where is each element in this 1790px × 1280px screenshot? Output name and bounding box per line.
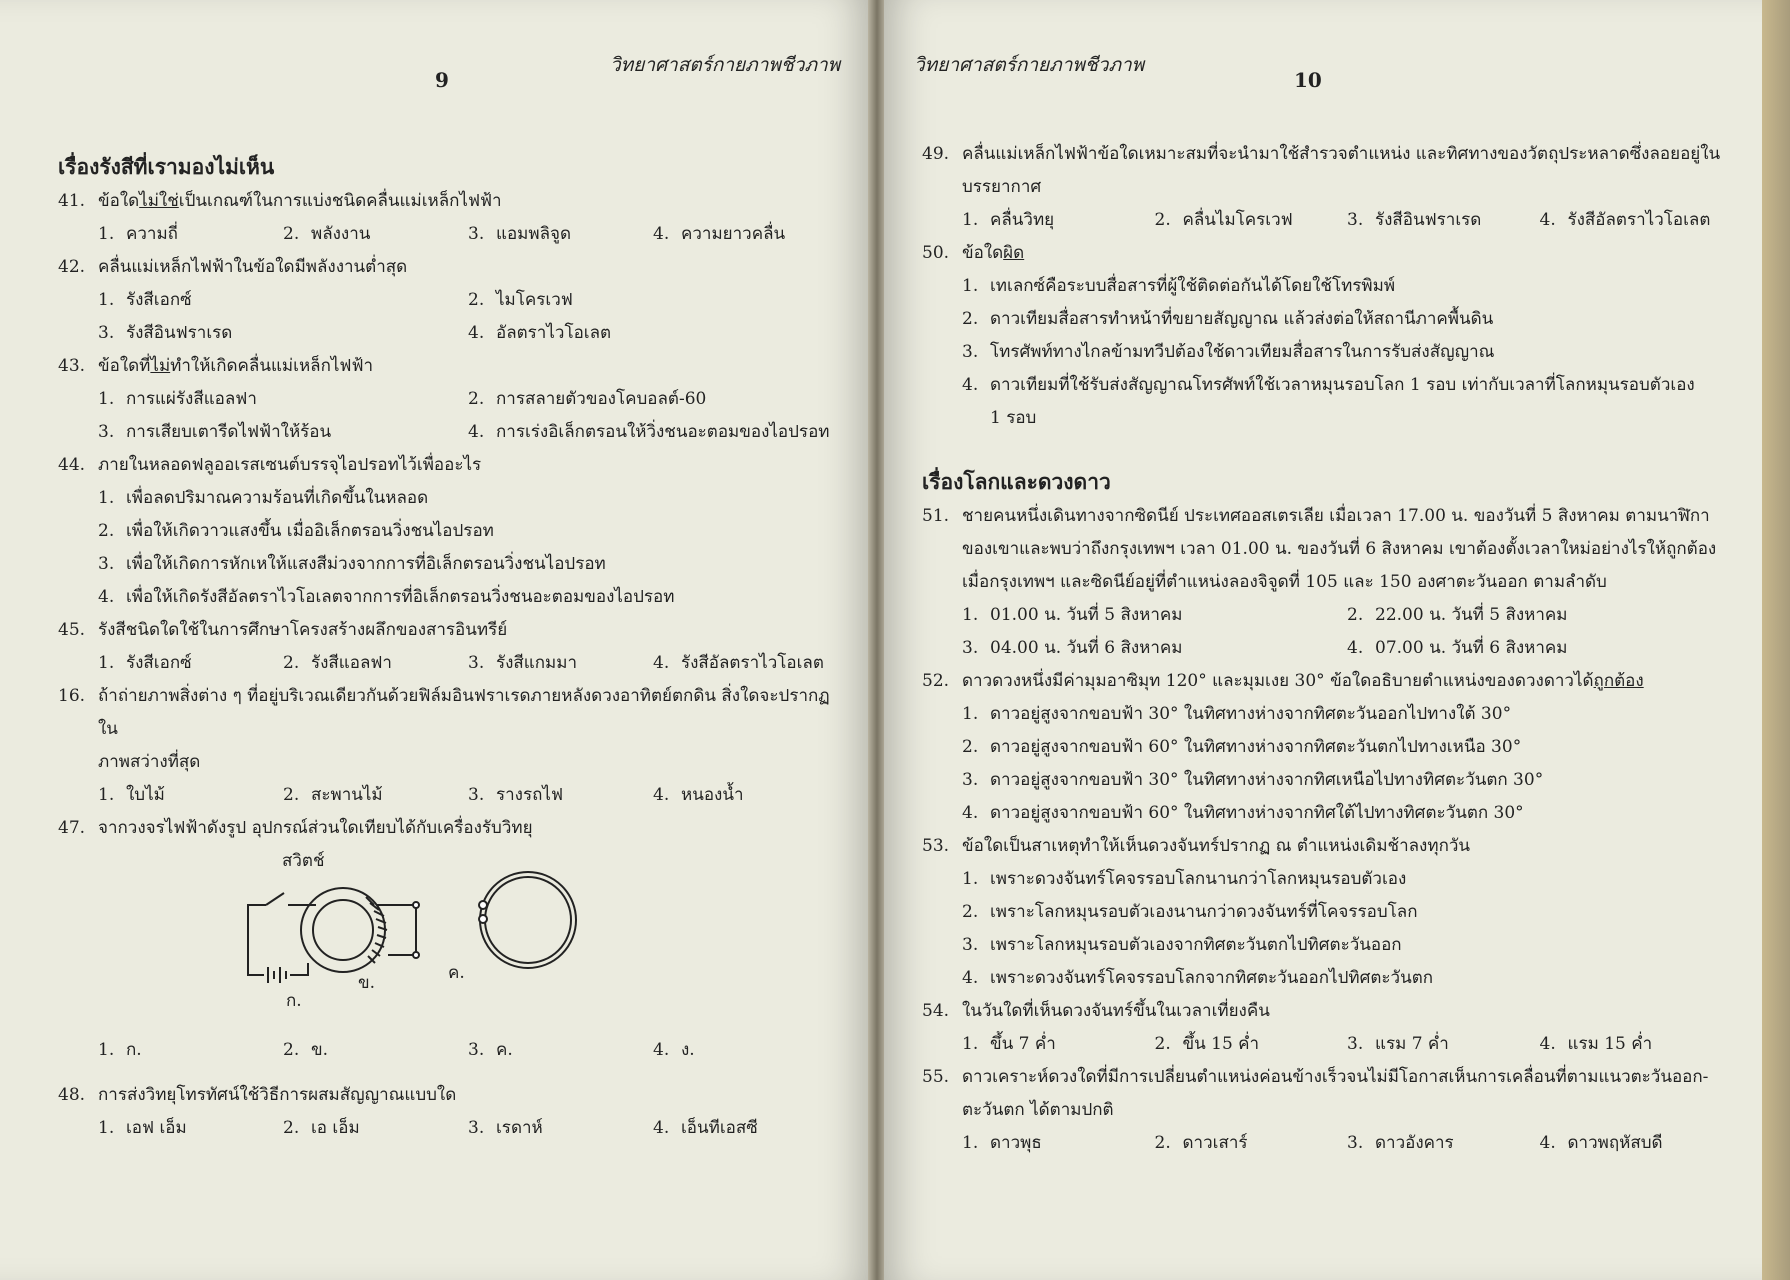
option: 4. หนองน้ำ: [653, 785, 744, 805]
question-number: 45.: [58, 620, 86, 640]
option: 3. ดาวอังคาร: [1347, 1133, 1454, 1153]
options: [58, 284, 838, 350]
circuit-diagram: [198, 845, 618, 1020]
option: 4. เอ็นทีเอสซี: [653, 1118, 758, 1138]
option: 1. ขึ้น 7 ค่ำ: [962, 1034, 1056, 1054]
option: 4. รังสีอัลตราไวโอเลต: [1539, 210, 1711, 230]
question-number: 44.: [58, 455, 86, 475]
option: 1. เพื่อลดปริมาณความร้อนที่เกิดขึ้นในหลอด: [98, 488, 429, 508]
question-text: คลื่นแม่เหล็กไฟฟ้าข้อใดเหมาะสมที่จะนำมาใช้สำรวจตำแหน่ง และทิศทางของวัตถุประหลาดซึ่งลอยอยู่ใน: [962, 144, 1721, 164]
option: 1. ใบไม้: [98, 785, 165, 805]
question-text: ข้อใดที่ไม่ทำให้เกิดคลื่นแม่เหล็กไฟฟ้า: [98, 356, 374, 376]
section-title: เรื่องโลกและดวงดาว: [922, 469, 1111, 494]
option: 3. 04.00 น. วันที่ 6 สิงหาคม: [962, 638, 1183, 658]
options: [922, 270, 1732, 402]
option: 4. ง.: [653, 1040, 695, 1060]
options: [922, 1127, 1732, 1160]
question-48: [58, 1079, 838, 1112]
question-text: รังสีชนิดใดใช้ในการศึกษาโครงสร้างผลึกของสารอินทรีย์: [98, 620, 508, 640]
option: 1. คลื่นวิทยุ: [962, 210, 1055, 230]
page-number: 10: [1294, 68, 1322, 92]
question-43: [58, 350, 838, 383]
option: 2. ไมโครเวฟ: [468, 290, 573, 310]
options: [922, 204, 1732, 237]
option: 2. ดาวอยู่สูงจากขอบฟ้า 60° ในทิศทางห่างจากทิศตะวันตกไปทางเหนือ 30°: [962, 737, 1522, 757]
option: 3. เพราะโลกหมุนรอบตัวเองจากทิศตะวันตกไปทิศตะวันออก: [962, 935, 1402, 955]
option: 4. รังสีอัลตราไวโอเลต: [653, 653, 824, 673]
option: 2. ขึ้น 15 ค่ำ: [1154, 1034, 1260, 1054]
question-number: 52.: [922, 671, 950, 691]
left-page: [0, 0, 870, 1280]
question-text: ดาวเคราะห์ดวงใดที่มีการเปลี่ยนตำแหน่งค่อนข้างเร็วจนไม่มีโอกาสเห็นการเคลื่อนที่ตามแนวตะวันออก-: [962, 1067, 1709, 1087]
option: 3. รางรถไฟ: [468, 785, 563, 805]
option: 3. เพื่อให้เกิดการหักเหให้แสงสีม่วงจากการที่อิเล็กตรอนวิ่งชนไอปรอท: [98, 554, 606, 574]
option: 2. รังสีแอลฟา: [283, 653, 392, 673]
question-text: ถ้าถ่ายภาพสิ่งต่าง ๆ ที่อยู่บริเวณเดียวกันด้วยฟิล์มอินฟราเรดภายหลังดวงอาทิตย์ตกดิน สิ่งใดจะปรากฏใน: [98, 686, 830, 739]
question-47: [58, 812, 838, 845]
question-number: 42.: [58, 257, 86, 277]
question-number: 48.: [58, 1085, 86, 1105]
options: [58, 1112, 838, 1145]
section-title: เรื่องรังสีที่เรามองไม่เห็น: [58, 154, 275, 179]
option: 3. แอมพลิจูด: [468, 224, 571, 244]
option: 4. ดาวเทียมที่ใช้รับส่งสัญญาณโทรศัพท์ใช้เวลาหมุนรอบโลก 1 รอบ เท่ากับเวลาที่โลกหมุนรอบตัวเอง: [962, 375, 1695, 395]
question-number: 53.: [922, 836, 950, 856]
option: 1. เอฟ เอ็ม: [98, 1118, 187, 1138]
option: 4. เพื่อให้เกิดรังสีอัลตราไวโอเลตจากการที่อิเล็กตรอนวิ่งชนอะตอมของไอปรอท: [98, 587, 675, 607]
question-number: 41.: [58, 191, 86, 211]
option: 1. เพราะดวงจันทร์โคจรรอบโลกนานกว่าโลกหมุนรอบตัวเอง: [962, 869, 1407, 889]
option: 1. 01.00 น. วันที่ 5 สิงหาคม: [962, 605, 1183, 625]
question-text: ดาวดวงหนึ่งมีค่ามุมอาซิมุท 120° และมุมเงย 30° ข้อใดอธิบายตำแหน่งของดวงดาวได้ถูกต้อง: [962, 671, 1644, 691]
question-51: [922, 500, 1732, 533]
label-a: ก.: [286, 991, 302, 1011]
option: 1. ดาวพุธ: [962, 1133, 1042, 1153]
option: 2. เพราะโลกหมุนรอบตัวเองนานกว่าดวงจันทร์ที่โคจรรอบโลก: [962, 902, 1418, 922]
question-list: [58, 150, 838, 1145]
question-list: [922, 138, 1732, 1160]
question-text: ภายในหลอดฟลูออเรสเซนต์บรรจุไอปรอทไว้เพื่ออะไร: [98, 455, 482, 475]
question-text-continued: ตะวันตก ได้ตามปกติ: [962, 1100, 1114, 1120]
option: 4. ความยาวคลื่น: [653, 224, 786, 244]
question-text: ข้อใดเป็นสาเหตุทำให้เห็นดวงจันทร์ปรากฏ ณ ตำแหน่งเดิมช้าลงทุกวัน: [962, 836, 1471, 856]
question-number: 43.: [58, 356, 86, 376]
options: [58, 218, 838, 251]
option: 2. การสลายตัวของโคบอลต์-60: [468, 389, 707, 409]
question-text-continued: ของเขาและพบว่าถึงกรุงเทพฯ เวลา 01.00 น. ของวันที่ 6 สิงหาคม เขาต้องตั้งเวลาใหม่อย่างไรให้ถูกต้อง: [962, 539, 1717, 559]
option: 4. ดาวพฤหัสบดี: [1539, 1133, 1663, 1153]
question-52: [922, 665, 1732, 698]
question-number: 51.: [922, 506, 950, 526]
option: 4. 07.00 น. วันที่ 6 สิงหาคม: [1347, 638, 1568, 658]
option: 1. ก.: [98, 1040, 142, 1060]
option: 3. แรม 7 ค่ำ: [1347, 1034, 1449, 1054]
running-head: วิทยาศาสตร์กายภาพชีวภาพ: [610, 54, 841, 76]
options: [58, 383, 838, 449]
option: 3. รังสีแกมมา: [468, 653, 578, 673]
question-text-continued: ภาพสว่างที่สุด: [98, 752, 201, 772]
label-c: ค.: [448, 963, 465, 983]
circuit-figure: [198, 845, 838, 1020]
question-55: [922, 1061, 1732, 1094]
question-41: [58, 185, 838, 218]
option: 1. ดาวอยู่สูงจากขอบฟ้า 30° ในทิศทางห่างจากทิศตะวันออกไปทางใต้ 30°: [962, 704, 1512, 724]
question-49: [922, 138, 1732, 171]
option: 2. ข.: [283, 1040, 329, 1060]
option: 4. ดาวอยู่สูงจากขอบฟ้า 60° ในทิศทางห่างจากทิศใต้ไปทางทิศตะวันตก 30°: [962, 803, 1524, 823]
options: [922, 863, 1732, 995]
question-number: 54.: [922, 1001, 950, 1021]
option: 2. เอ เอ็ม: [283, 1118, 360, 1138]
question-text: ข้อใดไม่ใช่เป็นเกณฑ์ในการแบ่งชนิดคลื่นแม่เหล็กไฟฟ้า: [98, 191, 502, 211]
question-50: [922, 237, 1732, 270]
question-46: [58, 680, 838, 746]
options: [58, 1034, 838, 1067]
question-text-continued: บรรยากาศ: [962, 177, 1042, 197]
page-number: 9: [435, 68, 449, 92]
question-text: คลื่นแม่เหล็กไฟฟ้าในข้อใดมีพลังงานต่ำสุด: [98, 257, 408, 277]
option: 3. เรดาห์: [468, 1118, 543, 1138]
option: 2. เพื่อให้เกิดวาวแสงขึ้น เมื่ออิเล็กตรอนวิ่งชนไอปรอท: [98, 521, 494, 541]
question-54: [922, 995, 1732, 1028]
option: 2. ดาวเสาร์: [1154, 1133, 1248, 1153]
option-text-continued: 1 รอบ: [990, 408, 1037, 428]
options: [922, 698, 1732, 830]
option: 3. การเสียบเตารีดไฟฟ้าให้ร้อน: [98, 422, 332, 442]
option: 2. สะพานไม้: [283, 785, 383, 805]
option: 3. ค.: [468, 1040, 513, 1060]
options: [58, 779, 838, 812]
option: 1. รังสีเอกซ์: [98, 653, 192, 673]
option: 4. การเร่งอิเล็กตรอนให้วิ่งชนอะตอมของไอปรอท: [468, 422, 830, 442]
options: [58, 482, 838, 614]
right-page: [884, 0, 1764, 1280]
running-head: วิทยาศาสตร์กายภาพชีวภาพ: [914, 54, 1145, 76]
question-text-continued: เมื่อกรุงเทพฯ และซิดนีย์อยู่ที่ตำแหน่งลองจิจูดที่ 105 และ 150 องศาตะวันออก ตามลำดับ: [962, 572, 1607, 592]
options: [58, 647, 838, 680]
option: 4. อัลตราไวโอเลต: [468, 323, 612, 343]
option: 3. รังสีอินฟราเรด: [98, 323, 233, 343]
option: 4. แรม 15 ค่ำ: [1539, 1034, 1653, 1054]
option: 1. เทเลกซ์คือระบบสื่อสารที่ผู้ใช้ติดต่อกันได้โดยใช้โทรพิมพ์: [962, 276, 1396, 296]
option: 1. ความถี่: [98, 224, 178, 244]
question-text: การส่งวิทยุโทรทัศน์ใช้วิธีการผสมสัญญาณแบบใด: [98, 1085, 457, 1105]
option: 3. โทรศัพท์ทางไกลข้ามทวีปต้องใช้ดาวเทียมสื่อสารในการรับส่งสัญญาณ: [962, 342, 1495, 362]
question-44: [58, 449, 838, 482]
option: 4. เพราะดวงจันทร์โคจรรอบโลกจากทิศตะวันออกไปทิศตะวันตก: [962, 968, 1434, 988]
question-53: [922, 830, 1732, 863]
label-b: ข.: [358, 973, 376, 993]
question-number: 16.: [58, 686, 86, 706]
question-number: 47.: [58, 818, 86, 838]
option: 2. ดาวเทียมสื่อสารทำหน้าที่ขยายสัญญาณ แล้วส่งต่อให้สถานีภาคพื้นดิน: [962, 309, 1494, 329]
question-text: จากวงจรไฟฟ้าดังรูป อุปกรณ์ส่วนใดเทียบได้กับเครื่องรับวิทยุ: [98, 818, 533, 838]
question-number: 50.: [922, 243, 950, 263]
page-edges: [1762, 0, 1790, 1280]
question-text: ในวันใดที่เห็นดวงจันทร์ขึ้นในเวลาเที่ยงคืน: [962, 1001, 1270, 1021]
option: 3. รังสีอินฟราเรด: [1347, 210, 1482, 230]
switch-label: สวิตช์: [282, 851, 325, 871]
option: 2. 22.00 น. วันที่ 5 สิงหาคม: [1347, 605, 1568, 625]
option: 1. รังสีเอกซ์: [98, 290, 192, 310]
question-number: 49.: [922, 144, 950, 164]
option: 1. การแผ่รังสีแอลฟา: [98, 389, 257, 409]
option: 3. ดาวอยู่สูงจากขอบฟ้า 30° ในทิศทางห่างจากทิศเหนือไปทางทิศตะวันตก 30°: [962, 770, 1544, 790]
question-number: 55.: [922, 1067, 950, 1087]
options: [922, 1028, 1732, 1061]
option: 2. พลังงาน: [283, 224, 371, 244]
question-45: [58, 614, 838, 647]
question-text: ชายคนหนึ่งเดินทางจากซิดนีย์ ประเทศออสเตรเลีย เมื่อเวลา 17.00 น. ของวันที่ 5 สิงหาคม ตามนาฬิกา: [962, 506, 1710, 526]
options: [922, 599, 1732, 665]
question-42: [58, 251, 838, 284]
question-text: ข้อใดผิด: [962, 243, 1025, 263]
option: 2. คลื่นไมโครเวฟ: [1154, 210, 1293, 230]
